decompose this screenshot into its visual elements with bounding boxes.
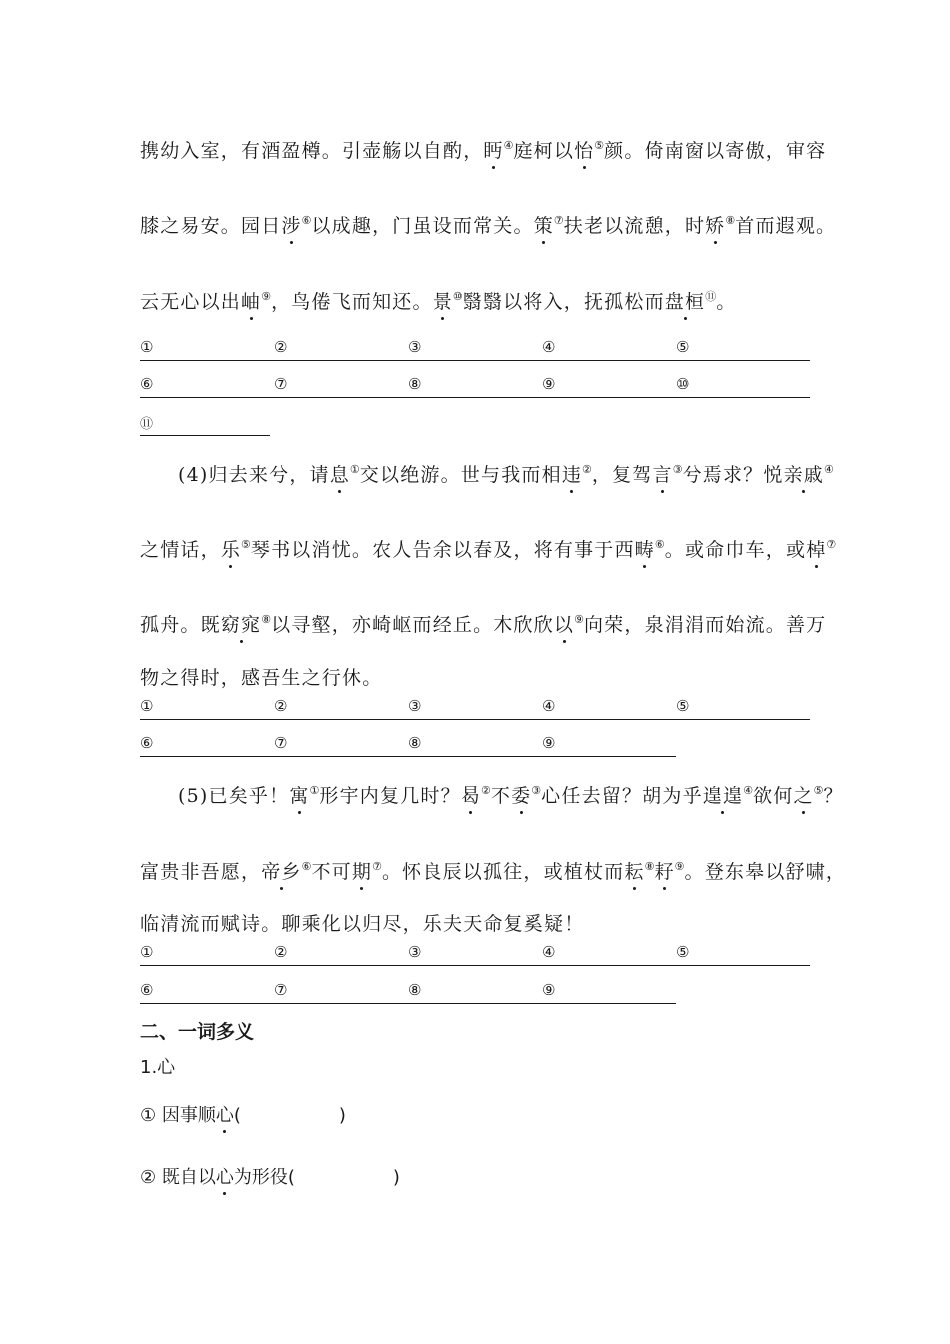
question-1: ① 因事顺心( )	[140, 1105, 346, 1126]
item-heading: 1.心	[140, 1057, 176, 1078]
p3-line-2: 膝之易安。园日涉⑥以成趣，门虽设而常关。策⑦扶老以流憩，时矫⑧首而遐观。	[140, 214, 837, 237]
p3-answer-blank-11[interactable]: ⑪	[140, 413, 270, 436]
p5-line-1: (5)已矣乎！寓①形宇内复几时？曷②不委③心任去留？胡为乎遑遑④欲何之⑤？	[178, 784, 844, 807]
p3-line-1: 携幼入室，有酒盈樽。引壶觞以自酌，眄④庭柯以怡⑤颜。倚南窗以寄傲，审容	[140, 139, 827, 162]
p4-answer-blanks-row-1[interactable]: ① ② ③ ④ ⑤	[140, 697, 810, 720]
p5-line-3: 临清流而赋诗。聊乘化以归尽，乐夫天命复奚疑！	[140, 913, 585, 935]
p4-line-2: 之情话，乐⑤琴书以消忧。农人告余以春及，将有事于西畴⑥。或命巾车，或棹⑦	[140, 538, 837, 561]
p3-line-3: 云无心以出岫⑨，鸟倦飞而知还。景⑩翳翳以将入，抚孤松而盘桓⑪。	[140, 290, 737, 313]
p3-answer-blanks-row-2[interactable]: ⑥ ⑦ ⑧ ⑨ ⑩	[140, 375, 810, 398]
p5-line-2: 富贵非吾愿，帝乡⑥不可期⑦。怀良辰以孤往，或植杖而耘⑧耔⑨。登东皋以舒啸，	[140, 860, 847, 883]
question-2: ② 既自以心为形役( )	[140, 1167, 400, 1188]
p4-line-1: (4)归去来兮，请息①交以绝游。世与我而相违②，复驾言③兮焉求？悦亲戚④	[178, 463, 834, 486]
p4-line-3: 孤舟。既窈窕⑧以寻壑，亦崎岖而经丘。木欣欣以⑨向荣，泉涓涓而始流。善万	[140, 613, 827, 636]
p5-answer-blanks-row-1[interactable]: ① ② ③ ④ ⑤	[140, 943, 810, 966]
section-heading: 二、一词多义	[140, 1021, 255, 1043]
p3-answer-blanks-row-1[interactable]: ① ② ③ ④ ⑤	[140, 338, 810, 361]
p4-answer-blanks-row-2[interactable]: ⑥ ⑦ ⑧ ⑨	[140, 734, 676, 757]
p5-answer-blanks-row-2[interactable]: ⑥ ⑦ ⑧ ⑨	[140, 981, 676, 1004]
p4-line-4: 物之得时，感吾生之行休。	[140, 667, 383, 689]
